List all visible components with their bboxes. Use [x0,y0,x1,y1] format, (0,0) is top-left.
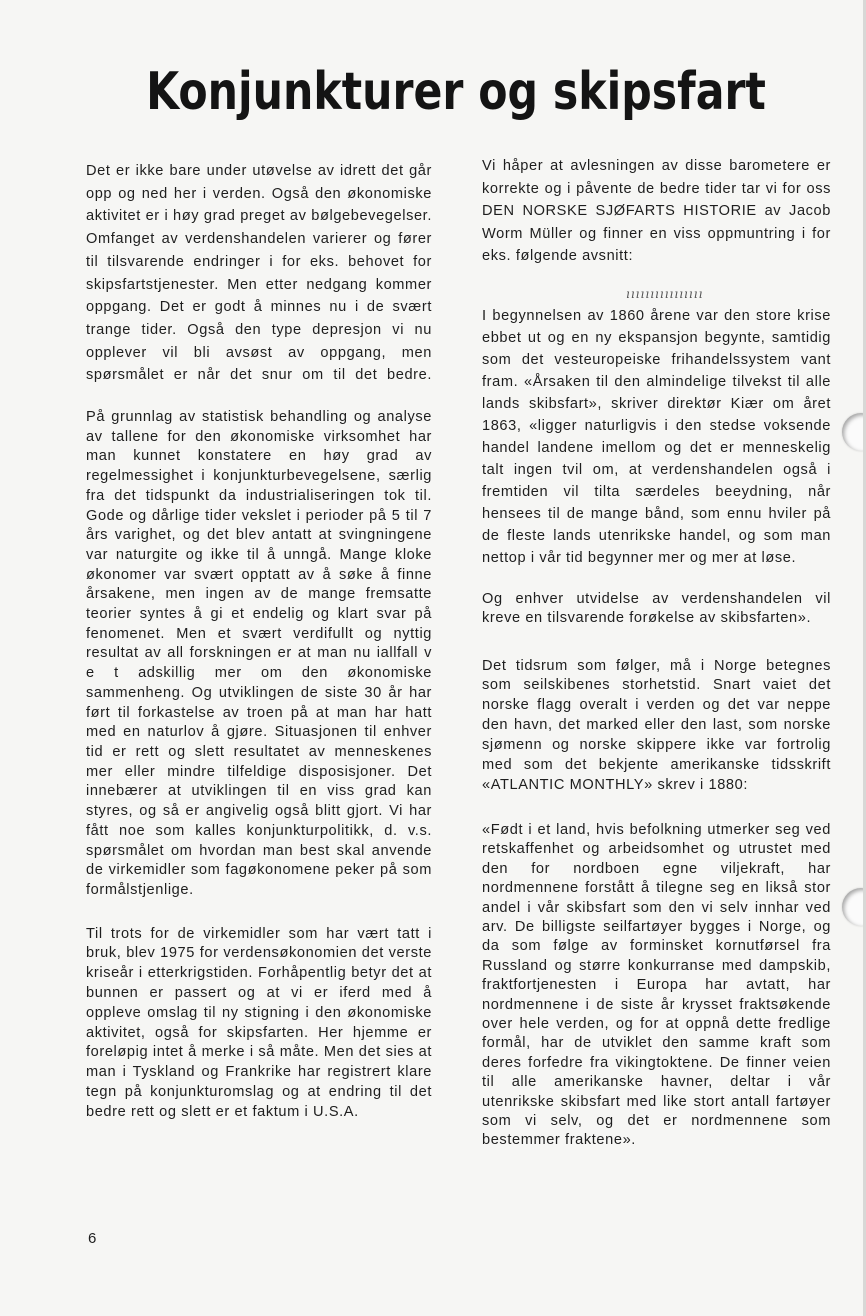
paragraph: «Født i et land, hvis befolkning utmerker seg ved retskaffenhet og arbeidsomhet og utrustet med den for nordboen egne viljekraft, har nordmennene forstått å tilegne seg en likså stor andel i vår skibsfart som den vi selv innhar ved arv. De billigste seilfartøyer bygges i Norge, og da som følge av forminsket kornutførsel fra Russland og større konkurranse med dampskib, fraktfortjenesten i Europa har avtatt, har nordmennene i de siste år krysset fraktsøkende over hele verden, og for at oppnå dette fredlige formål, har de utviklet den samme kraft som deres forfedre fra vikingtoktene. De finner veien til alle amerikanske havner, deltar i vår utenrikske skibsfart med like stort antall fartøyer som vi selv, og det er nordmennene som bestemmer fraktene». [482,821,831,1149]
paragraph: I begynnelsen av 1860 årene var den store krise ebbet ut og en ny ekspansjon begynte, samtidig som det vesteuropeiske frihandelssystem vant fram. «Årsaken til den almindelige tilvekst til alle lands skibsfart», skriver direktør Kiær om året 1863, «ligger naturligvis i den stedse voksende handel landene imellom og det er menneskelig talt ingen tvil om, at verdenshandelen også i fremtiden vil tilta særdeles beeydning, når hensees til de mange bånd, som ennu hviler på de fleste lands utenrikske handel, og som man nettop i vår tid begynner mer og mer at løse. [482,307,831,566]
margin-scribble: ıııııııııııııııı [626,287,704,301]
article-title: Konjunkturer og skipsfart [146,62,766,122]
paragraph: Til trots for de virkemidler som har vært tatt i bruk, blev 1975 for verdensøkonomien det verste kriseår i etterkrigstiden. Forhåpentlig betyr det at bunnen er passert og at vi er iferd med å oppleve omslag til ny stigning i den økonomiske aktivitet, også for skipsfarten. Her hjemme er foreløpig intet å merke i så måte. Men det sies at man i Tyskland og Frankrike har registrert klare tegn på konjunkturomslag og at endring til det bedre rett og slett er et faktum i U.S.A. [86,925,432,1120]
paragraph: På grunnlag av statistisk behandling og analyse av tallene for den økonomiske virksomhet har man kunnet konstatere en høy grad av regelmessighet i konjunkturbevegelsene, særlig fra det tidspunkt da industrialiseringen tok til. Gode og dårlige tider vekslet i perioder på 5 til 7 års varighet, og det blev antatt at svingningene var naturgite og ikke til å unngå. Mange kloke økonomer var svært opptatt av å søke å finne årsakene, men ingen av de mange fremsatte teorier syntes å gi et endelig og klart svar på fenomenet. Men et svært verdifullt og nyttig resultat av all forskningen er at man nu iallfall v e t adskillig mer om den økonomiske sammenheng. Og utviklingen de siste 30 år har ført til forkastelse av troen på at man har hatt med en naturlov å gjøre. Situasjonen til enhver tid er rett og slett resultatet av menneskenes mer eller mindre tilfeldige disposisjoner. Det innebærer at utviklingen til en viss grad kan styres, og så er angivelig også blitt gjort. Vi har fått noe som kalles konjunkturpolitikk, d. v.s. spørsmålet om hvordan man best skal anvende de virkemidler som fagøkonomene peker på som formålstjenlige. [86,409,432,898]
paragraph: Og enhver utvidelse av verdenshandelen vil kreve en tilsvarende forøkelse av skibsfarten». [482,590,831,627]
paragraph: Det er ikke bare under utøvelse av idrett det går opp og ned her i verden. Også den økonomiske aktivitet er i høy grad preget av bølgebevegelser. Omfanget av verdenshandelen varierer og fører til tilsvarende endringer i for eks. behovet for skipsfartstjenester. Men etter nedgang kommer oppgang. Det er godt å minnes nu i de svært trange tider. Også den type depresjon vi nu opplever vil bli avsøst av oppgang, men spørsmålet er når det snur om til det bedre. [86,163,432,384]
paragraph: Vi håper at avlesningen av disse barometere er korrekte og i påvente de bedre tider tar vi for oss DEN NORSKE SJØFARTS HISTORIE av Jacob Worm Müller og finner en viss oppmuntring i for eks. følgende avsnitt: [482,158,831,265]
right-column [482,155,831,1151]
page-number: 6 [88,1230,97,1247]
left-column [86,160,432,1123]
paragraph: Det tidsrum som følger, må i Norge betegnes som seilskibenes storhetstid. Snart vaiet det norske flagg overalt i verden og det var neppe den havn, det marked eller den last, som norske sjømenn og norske skippere ikke var fortrolig med som det bekjente amerikanske tidsskrift «ATLANTIC MONTHLY» skrev i 1880: [482,657,831,793]
